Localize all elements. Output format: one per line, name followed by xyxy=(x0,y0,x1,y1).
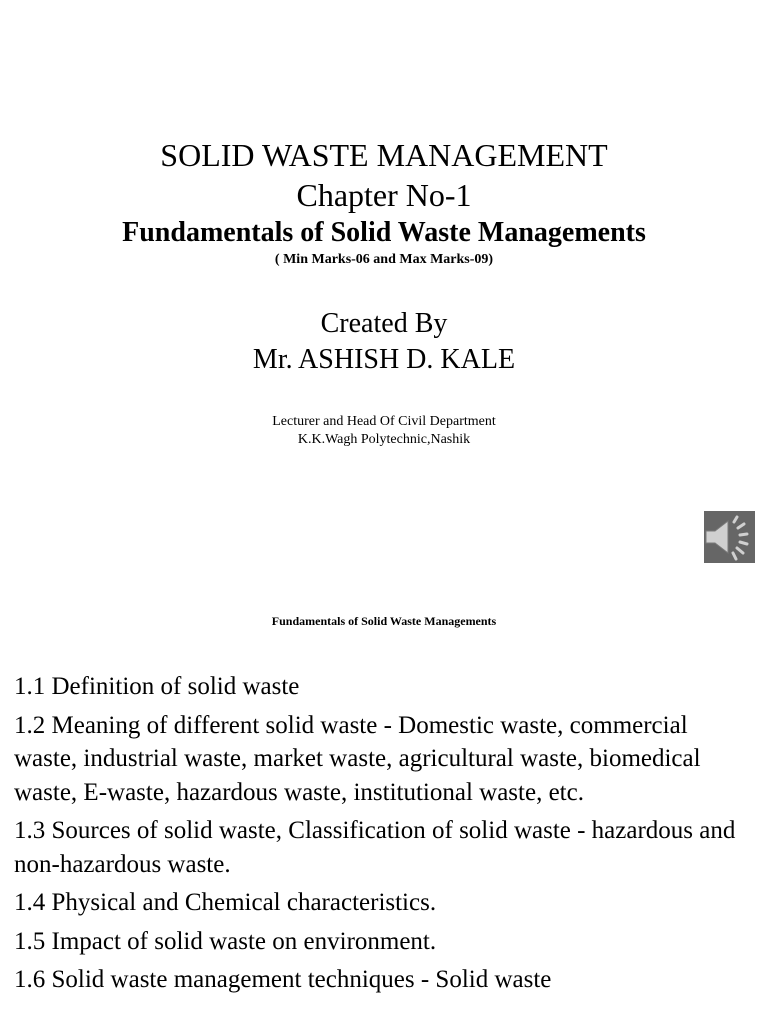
outline-item: 1.6 Solid waste management techniques - Solid waste xyxy=(14,966,552,993)
author-name: Mr. ASHISH D. KALE xyxy=(252,344,516,375)
outline-item: 1.3 Sources of solid waste, Classification of solid waste - hazardous and non-hazardous waste. xyxy=(14,817,736,878)
topic-outline xyxy=(14,670,754,1002)
created-by-label: Created By xyxy=(320,308,448,339)
outline-item: 1.5 Impact of solid waste on environment. xyxy=(14,927,437,955)
slide2-title: Fundamentals of Solid Waste Managements xyxy=(271,614,497,628)
speaker-icon[interactable] xyxy=(704,511,755,563)
outline-item: 1.1 Definition of solid waste xyxy=(14,673,300,700)
document-title: SOLID WASTE MANAGEMENT xyxy=(160,137,608,173)
speaker-icon-graphic xyxy=(704,511,755,563)
outline-item: 1.2 Meaning of different solid waste - Domestic waste, commercial waste, industrial waste, market waste, agricultural waste, biomedical waste, E-waste, hazardous waste, institutional waste, etc. xyxy=(14,711,701,806)
marks-info: ( Min Marks-06 and Max Marks-09) xyxy=(274,252,494,267)
author-institute: K.K.Wagh Polytechnic,Nashik xyxy=(297,432,471,447)
author-role: Lecturer and Head Of Civil Department xyxy=(272,414,496,429)
outline-item: 1.4 Physical and Chemical characteristics. xyxy=(14,889,437,916)
chapter-subtitle: Fundamentals of Solid Waste Managements xyxy=(122,217,646,248)
chapter-number: Chapter No-1 xyxy=(296,177,472,213)
